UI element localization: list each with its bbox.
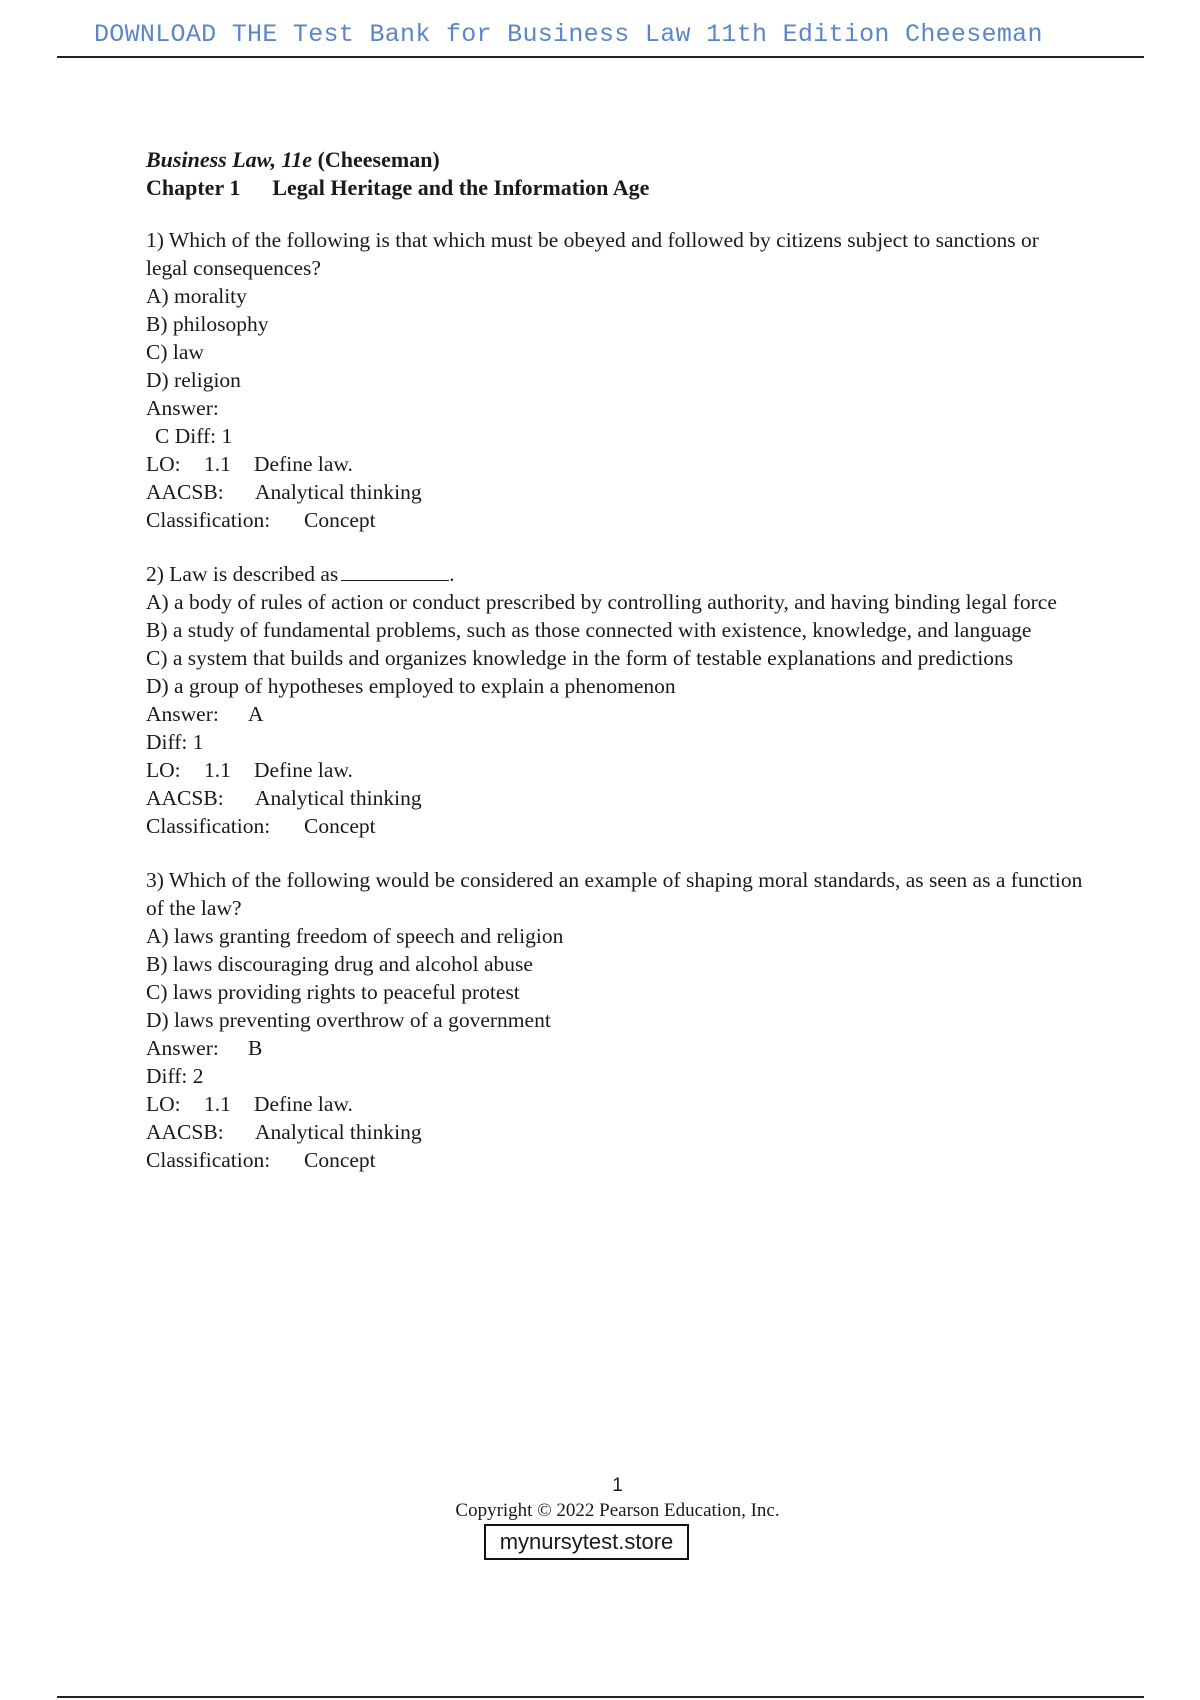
lo-row: LO: 1.1 Define law. xyxy=(146,758,353,782)
difficulty: Diff: 1 xyxy=(174,424,233,448)
question-text: 3) Which of the following would be considered an example of shaping moral standards, as seen as a function of the law? xyxy=(146,868,1083,920)
question-text: 2) Law is described as . xyxy=(146,562,455,586)
option-c: C) laws providing rights to peaceful protest xyxy=(146,980,520,1004)
answer-row: Answer: B xyxy=(146,1036,263,1060)
option-d: D) laws preventing overthrow of a government xyxy=(146,1008,551,1032)
answer-value: B xyxy=(248,1036,263,1060)
question-2 xyxy=(146,560,1086,840)
chapter-label: Chapter 1 xyxy=(146,175,241,200)
site-watermark-link[interactable]: mynursytest.store xyxy=(484,1524,689,1560)
question-3 xyxy=(146,866,1086,1174)
classification-row: Classification: Concept xyxy=(146,814,376,838)
footer-divider xyxy=(57,1696,1144,1698)
option-d: D) religion xyxy=(146,368,241,392)
answer-value: A xyxy=(248,702,264,726)
option-a: A) morality xyxy=(146,284,247,308)
option-b: B) a study of fundamental problems, such as those connected with existence, knowledge, and language xyxy=(146,618,1032,642)
option-c: C) law xyxy=(146,340,204,364)
copyright-notice: Copyright © 2022 Pearson Education, Inc. xyxy=(455,1500,780,1521)
document-body xyxy=(146,146,1086,1200)
option-b: B) philosophy xyxy=(146,312,269,336)
lo-row: LO: 1.1 Define law. xyxy=(146,1092,353,1116)
book-title-author: (Cheeseman) xyxy=(312,147,440,172)
option-a: A) a body of rules of action or conduct prescribed by controlling authority, and having binding legal force xyxy=(146,590,1057,614)
difficulty: Diff: 2 xyxy=(146,1064,204,1088)
option-c: C) a system that builds and organizes knowledge in the form of testable explanations and predictions xyxy=(146,646,1014,670)
aacsb-row: AACSB: Analytical thinking xyxy=(146,1120,422,1144)
lo-row: LO: 1.1 Define law. xyxy=(146,452,353,476)
aacsb-row: AACSB: Analytical thinking xyxy=(146,786,422,810)
answer-blank xyxy=(341,560,449,581)
option-b: B) laws discouraging drug and alcohol abuse xyxy=(146,952,533,976)
chapter-title: Legal Heritage and the Information Age xyxy=(272,175,650,200)
question-text: 1) Which of the following is that which must be obeyed and followed by citizens subject to sanctions or legal consequences? xyxy=(146,228,1039,280)
answer-label: Answer: xyxy=(146,396,219,420)
classification-row: Classification: Concept xyxy=(146,508,376,532)
question-1 xyxy=(146,226,1086,534)
chapter-heading xyxy=(146,174,1086,202)
option-a: A) laws granting freedom of speech and religion xyxy=(146,924,564,948)
answer-diff-row xyxy=(146,422,1086,450)
classification-row: Classification: Concept xyxy=(146,1148,376,1172)
download-banner[interactable]: DOWNLOAD THE Test Bank for Business Law 11th Edition Cheeseman xyxy=(94,20,1043,49)
book-title-italic: Business Law, 11e xyxy=(146,147,313,172)
page-number: 1 xyxy=(612,1475,623,1496)
answer-row: Answer: A xyxy=(146,702,264,726)
answer-value: C xyxy=(155,424,170,448)
difficulty: Diff: 1 xyxy=(146,730,204,754)
aacsb-row: AACSB: Analytical thinking xyxy=(146,480,422,504)
book-title xyxy=(146,146,1086,174)
option-d: D) a group of hypotheses employed to explain a phenomenon xyxy=(146,674,676,698)
header-divider xyxy=(57,56,1144,58)
